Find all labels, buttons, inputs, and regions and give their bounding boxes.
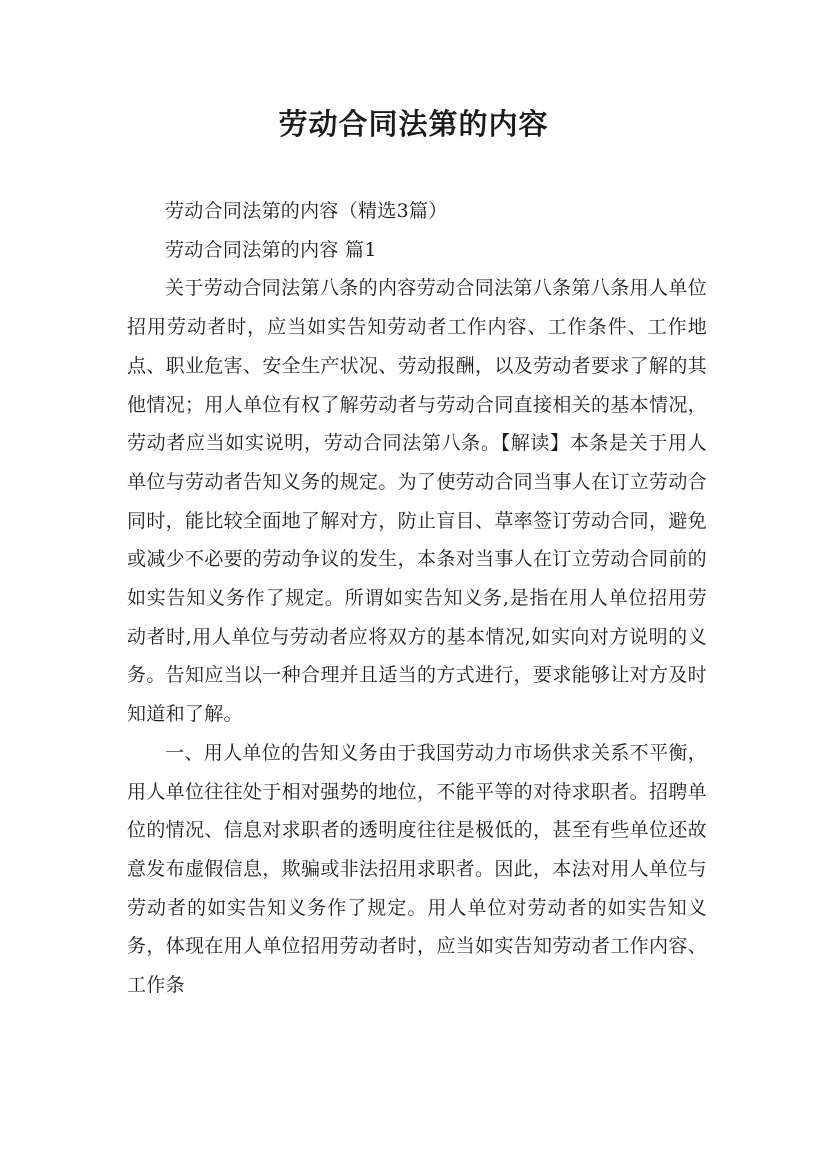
- body-paragraph: 一、用人单位的告知义务由于我国劳动力市场供求关系不平衡，用人单位往往处于相对强势的地位，不能平等的对待求职者。招聘单位的情况、信息对求职者的透明度往往是极低的，甚至有些单位还故意发布虚假信息，欺骗或非法招用求职者。因此，本法对用人单位与劳动者的如实告知义务作了规定。用人单位对劳动者的如实告知义务，体现在用人单位招用劳动者时，应当如实告知劳动者工作内容、工作条: [127, 741, 707, 997]
- document-title: 劳动合同法第的内容: [278, 107, 549, 141]
- section-heading: 劳动合同法第的内容 篇1: [165, 238, 377, 261]
- body-paragraph: 关于劳动合同法第八条的内容劳动合同法第八条第八条用人单位招用劳动者时，应当如实告知劳动者工作内容、工作条件、工作地点、职业危害、安全生产状况、劳动报酬，以及劳动者要求了解的其他情况；用人单位有权了解劳动者与劳动合同直接相关的基本情况，劳动者应当如实说明，劳动合同法第八条。【解读】本条是关于用人单位与劳动者告知义务的规定。为了使劳动合同当事人在订立劳动合同时，能比较全面地了解对方，防止盲目、草率签订劳动合同，避免或减少不必要的劳动争议的发生，本条对当事人在订立劳动合同前的如实告知义务作了规定。所谓如实告知义务,是指在用人单位招用劳动者时,用人单位与劳动者应将双方的基本情况,如实向对方说明的义务。告知应当以一种合理并且适当的方式进行，要求能够让对方及时知道和了解。: [127, 277, 707, 726]
- document-body: [127, 192, 707, 1005]
- subtitle-paragraph: 劳动合同法第的内容（精选3篇）: [165, 200, 448, 222]
